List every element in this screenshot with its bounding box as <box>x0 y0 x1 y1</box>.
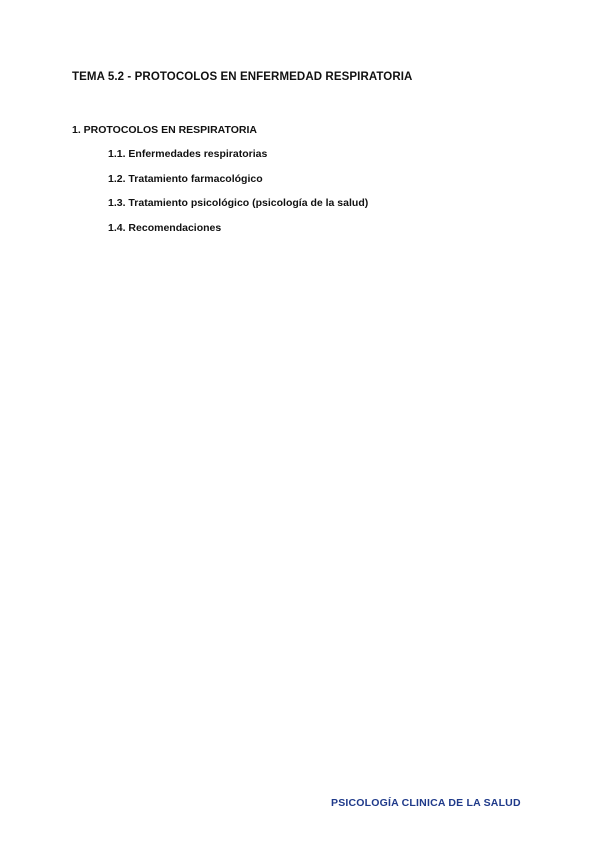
page-footer: PSICOLOGÍA CLINICA DE LA SALUD <box>331 797 521 809</box>
toc-item-farmacologico: 1.2. Tratamiento farmacológico <box>108 172 263 185</box>
toc-list <box>108 148 368 246</box>
toc-item-enfermedades: 1.1. Enfermedades respiratorias <box>108 148 268 160</box>
section-heading: 1. PROTOCOLOS EN RESPIRATORIA <box>72 124 257 136</box>
document-title: TEMA 5.2 - PROTOCOLOS EN ENFERMEDAD RESPIRATORIA <box>72 71 413 83</box>
toc-item-psicologico: 1.3. Tratamiento psicológico (psicología de la salud) <box>108 197 369 209</box>
toc-item-recomendaciones: 1.4. Recomendaciones <box>108 221 222 234</box>
